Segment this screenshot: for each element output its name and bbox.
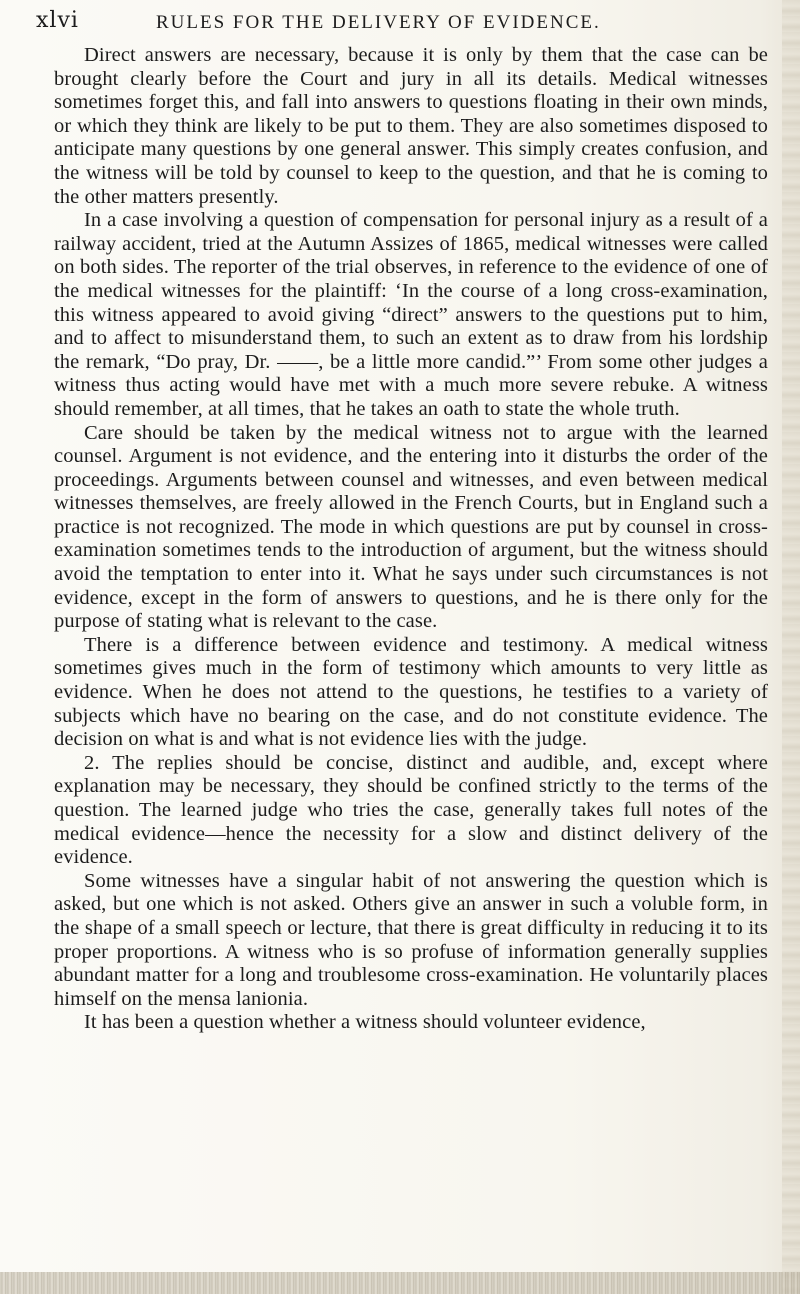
paragraph-direct-answers: Direct answers are necessary, because it is only by them that the case can be brought clearly before the Court and jury in all its details. Medical witnesses sometimes forget this, and fall into answers to questions floating in their own minds, or which they think are likely to be put to them. They are also sometimes disposed to anticipate many questions by one general answer. This simply creates confusion, and the witness will be told by counsel to keep to the question, and that he is coming to the other matters presently. (54, 44, 768, 208)
running-title: RULES FOR THE DELIVERY OF EVIDENCE. (156, 12, 601, 33)
binding-strip (0, 1272, 800, 1294)
page-edge (782, 0, 800, 1294)
body-text (54, 44, 768, 1035)
paragraph-concise-replies: 2. The replies should be concise, distinct and audible, and, except where explanation may be necessary, they should be confined strictly to the terms of the question. The learned judge who tries the case, generally takes full notes of the medical evidence—hence the necessity for a slow and distinct delivery of the evidence. (54, 751, 768, 869)
paragraph-voluble-witnesses: Some witnesses have a singular habit of not answering the question which is asked, but one which is not asked. Others give an answer in such a voluble form, in the shape of a small speech or lecture, that there is great difficulty in reducing it to its proper proportions. A witness who is so profuse of information generally supplies abundant matter for a long and troublesome cross-examination. He voluntarily places himself on the mensa lanionia. (54, 869, 768, 1010)
paragraph-argument: Care should be taken by the medical witness not to argue with the learned counsel. Argument is not evidence, and the entering into it disturbs the order of the proceedings. Arguments between counsel and witnesses, and even between medical witnesses themselves, are freely allowed in the French Courts, but in England such a practice is not recognized. The mode in which questions are put by counsel in cross-examination sometimes tends to the introduction of argument, but the witness should avoid the temptation to enter into it. What he says under such circumstances is not evidence, except in the form of answers to questions, and he is there only for the purpose of stating what is relevant to the case. (54, 421, 768, 633)
paragraph-railway-case: In a case involving a question of compensation for personal injury as a result of a railway accident, tried at the Autumn Assizes of 1865, medical witnesses were called on both sides. The reporter of the trial observes, in reference to the evidence of one of the medical witnesses for the plaintiff: ‘In the course of a long cross-examination, this witness appeared to avoid giving “direct” answers to the questions put to him, and to affect to misunderstand them, to such an extent as to draw from his lordship the remark, “Do pray, Dr. ——, be a little more candid.”’ From some other judges a witness thus acting would have met with a much more severe rebuke. A witness should remember, at all times, that he takes an oath to state the whole truth. (54, 209, 768, 420)
page-number: xlvi (36, 8, 79, 33)
paragraph-volunteer-evidence: It has been a question whether a witness should volunteer evidence, (84, 1011, 646, 1034)
running-head (36, 8, 686, 38)
paragraph-evidence-testimony: There is a difference between evidence and testimony. A medical witness sometimes gives much in the form of testimony which amounts to very little as evidence. When he does not attend to the questions, he testifies to a variety of subjects which have no bearing on the case, and do not constitute evidence. The decision on what is and what is not evidence lies with the judge. (54, 633, 768, 751)
